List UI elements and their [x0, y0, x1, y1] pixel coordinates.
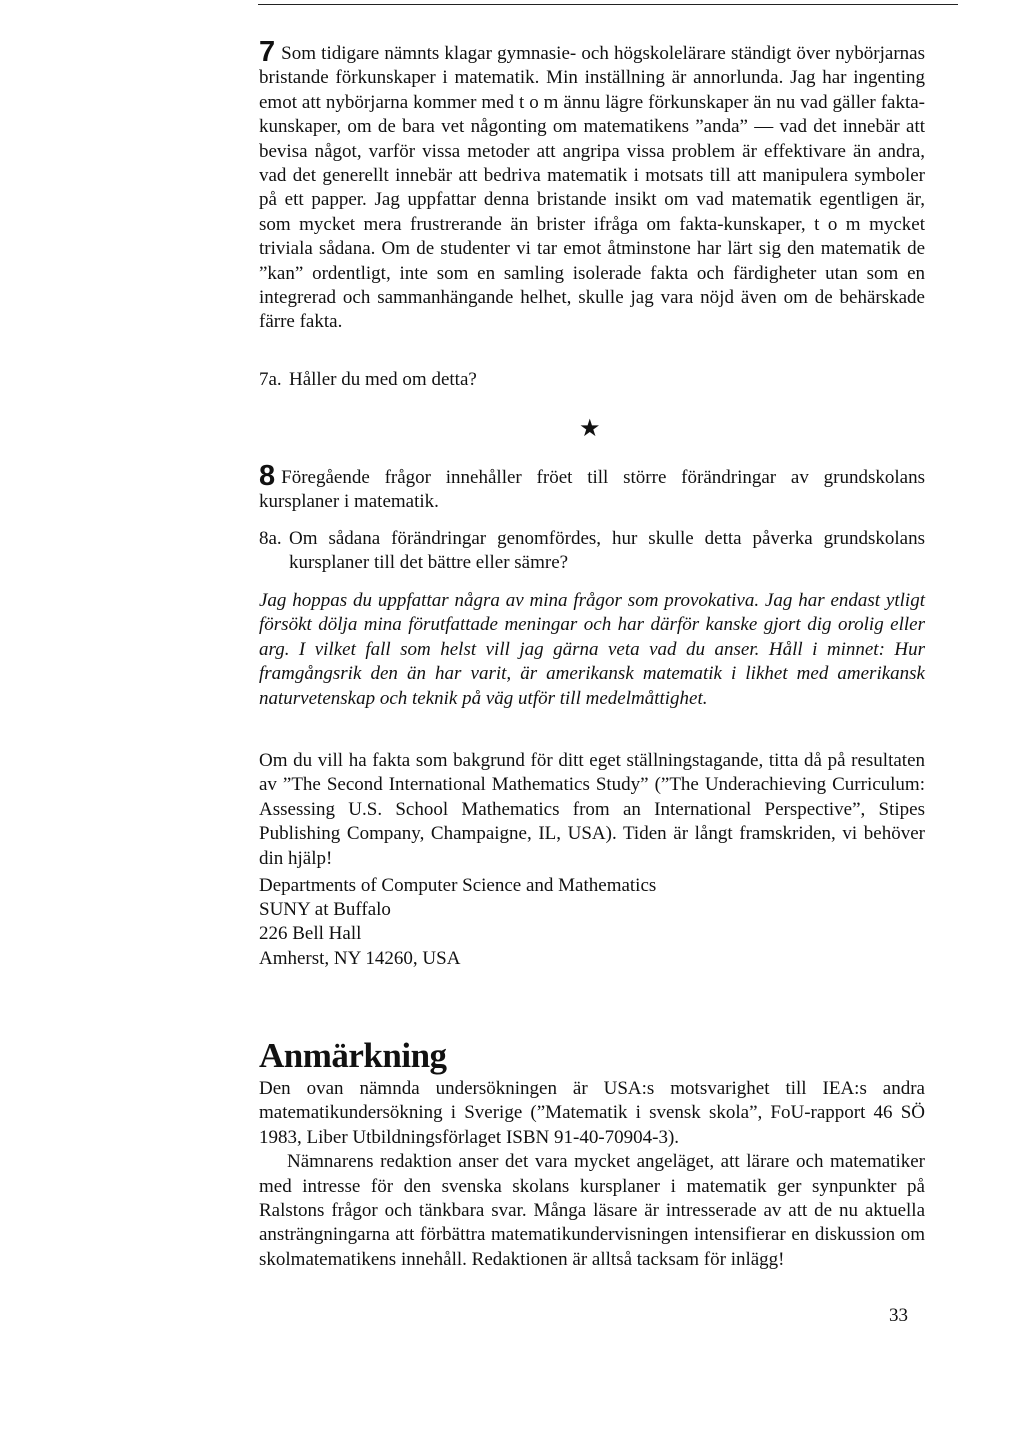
- question-7: [259, 36, 925, 335]
- closing-italic: [259, 589, 925, 711]
- question-8a-text: Om sådana förändringar genomfördes, hur skulle detta påverka grundskolans kursplaner till det bättre eller sämre?: [289, 528, 925, 574]
- question-8a-label: 8a.: [259, 528, 282, 549]
- note-body: [259, 1077, 925, 1272]
- address-line-1: Departments of Computer Science and Mathematics: [259, 875, 657, 896]
- question-8a: [259, 527, 925, 576]
- question-7-text: Som tidigare nämnts klagar gymnasie- och högskolelärare ständigt över nybörjarnas bristande förkunskaper i matematik. Min inställning är annorlunda. Jag har ingenting emot att nybörjarna kommer med t o m ännu lägre förkunskaper än nu vad gäller fakta-kunskaper, om de bara vet någonting om matematikens ”anda” — vad det innebär att bevisa något, varför vissa metoder att angripa vissa problem är effektivare än andra, vad det generellt innebär att bedriva matematik i motsats till att manipulera symboler på ett papper. Jag uppfattar denna bristande insikt om vad matematik egentligen är, som mycket mera frustrerande än brister ifråga om fakta-kunskaper, t o m mycket triviala sådana. Om de studenter vi tar emot åtminstone har lärt sig den matematik de ”kan” ordentligt, inte som en samling isolerade fakta och färdigheter utan som en integrerad och sammanhängande helhet, skulle jag vara nöjd även om de behärskade färre fakta.: [259, 43, 925, 333]
- question-8-number: 8: [259, 460, 276, 492]
- question-7a-label: 7a.: [259, 369, 282, 390]
- note-section: [259, 1036, 925, 1076]
- address-line-4: Amherst, NY 14260, USA: [259, 947, 461, 969]
- question-8-text: Föregående frågor innehåller fröet till större förändringar av grundskolans kursplaner i matematik.: [259, 467, 925, 513]
- note-paragraph-1: Den ovan nämnda undersökningen är USA:s motsvarighet till IEA:s andra matematikundersökning i Sverige (”Matematik i svensk skola”, FoU-rapport 46 SÖ 1983, Liber Utbildningsförlaget ISBN 91-40-70904-3).: [259, 1078, 925, 1148]
- star-separator: ★: [579, 414, 601, 442]
- address-line-3: 226 Bell Hall: [259, 923, 362, 945]
- note-paragraph-2: Nämnarens redaktion anser det vara mycket angeläget, att lärare och matematiker med intresse för den svenska skolans kursplaner i matematik ger synpunkter på Ralstons frågor och tänkbara svar. Många läsare är intresserade av att de nu aktuella ansträngningarna att förbättra matematikundervisningen intensifierar en diskussion om skolmatematikens innehåll. Redaktionen är alltså tacksam för inlägg!: [259, 1151, 925, 1270]
- question-7-number: 7: [259, 36, 276, 68]
- closing-reference: [259, 749, 925, 871]
- address-line-2: SUNY at Buffalo: [259, 899, 391, 921]
- question-7-paragraph: [259, 36, 925, 335]
- note-heading: Anmärkning: [259, 1036, 447, 1075]
- closing-reference-text: Om du vill ha fakta som bakgrund för ditt eget ställningstagande, titta då på resultaten av ”The Second International Mathematics Study” (”The Underachieving Curriculum: Assessing U.S. School Mathematics from an International Perspective”, Stipes Publishing Company, Champaigne, IL, USA). Tiden är långt framskriden, vi behöver din hjälp!: [259, 750, 925, 869]
- question-8-paragraph: [259, 460, 925, 515]
- page-number: 33: [889, 1305, 908, 1326]
- closing-italic-text: Jag hoppas du uppfattar några av mina frågor som provokativa. Jag har endast ytligt försökt dölja mina förutfattade meningar och har därför kanske gjort dig orolig eller arg. I vilket fall som helst vill jag gärna veta vad du anser. Håll i minnet: Hur framgångsrik den än har varit, är amerikansk matematik i likhet med amerikansk naturvetenskap och teknik på väg utför till medelmåttighet.: [259, 590, 925, 709]
- question-8: [259, 460, 925, 515]
- question-7a: [259, 368, 925, 392]
- top-rule: [258, 4, 958, 5]
- author-address: [259, 874, 925, 971]
- question-7a-text: Håller du med om detta?: [289, 369, 477, 390]
